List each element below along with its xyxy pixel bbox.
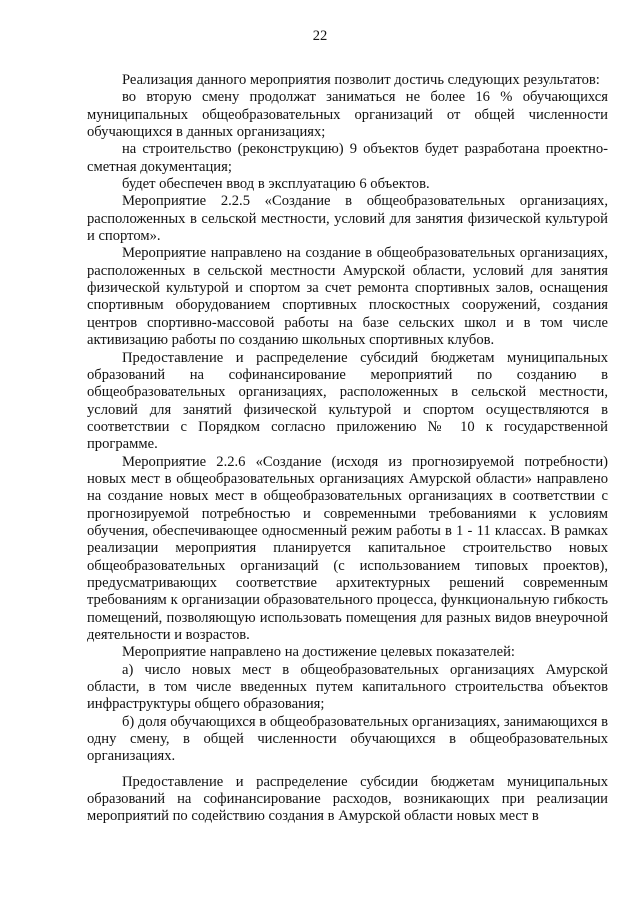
paragraph-results-intro: Реализация данного мероприятия позволит достичь следующих результатов: (122, 72, 600, 88)
paragraph-commissioning: будет обеспечен ввод в эксплуатацию 6 объектов. (122, 176, 430, 193)
paragraph-indicator-a: а) число новых мест в общеобразовательных организациях Амурской области, в том числе введенных путем капитального строительства объектов инфраструктуры общего образования; (87, 661, 608, 713)
paragraph-indicator-b: б) доля обучающихся в общеобразовательных организациях, занимающихся в одну смену, в общей численности обучающихся в общеобразовательных организациях. (87, 713, 608, 765)
document-body (87, 72, 608, 826)
paragraph-design-documentation: на строительство (реконструкцию) 9 объектов будет разработана проектно-сметная документация; (87, 141, 608, 175)
paragraph-target-indicators: Мероприятие направлено на достижение целевых показателей: (122, 644, 515, 661)
page-number: 22 (312, 28, 328, 44)
paragraph-subsidies-2-2-5: Предоставление и распределение субсидий бюджетам муниципальных образований на софинансирование мероприятий по созданию в общеобразовательных организациях, расположенных в сельской местности, условий для занятий физической культурой и спортом осуществляются в соответствии с Порядком согласно приложению № 10 к государственной программе. (87, 349, 608, 453)
paragraph-measure-2-2-5-title: Мероприятие 2.2.5 «Создание в общеобразовательных организациях, расположенных в сельской местности, условий для занятия физической культурой и спортом». (87, 193, 608, 245)
paragraph-second-shift: во вторую смену продолжат заниматься не более 16 % обучающихся муниципальных общеобразовательных организаций от общей численности обучающихся в данных организациях; (87, 89, 608, 141)
paragraph-subsidies-2-2-6: Предоставление и распределение субсидии бюджетам муниципальных образований на софинансирование расходов, возникающих при реализации мероприятий по содействию создания в Амурской области новых мест в (87, 773, 608, 825)
paragraph-measure-2-2-5-description: Мероприятие направлено на создание в общеобразовательных организациях, расположенных в сельской местности Амурской области, условий для занятия физической культурой и спортом за счет ремонта спортивных залов, оснащения спортивным оборудованием спортивных плоскостных сооружений, создания центров спортивно-массовой работы на базе сельских школ и в том числе активизацию работы по созданию школьных спортивных клубов. (87, 245, 608, 349)
paragraph-measure-2-2-6: Мероприятие 2.2.6 «Создание (исходя из прогнозируемой потребности) новых мест в общеобразовательных организациях Амурской области» направлено на создание новых мест в общеобразовательных организациях в соответствии с прогнозируемой потребностью и современными требованиями к условиям обучения, обеспечивающее односменный режим работы в 1 - 11 классах. В рамках реализации мероприятия планируется капитальное строительство новых общеобразовательных организаций (с использованием типовых проектов), предусматривающих соответствие архитектурных решений современным требованиям к организации образовательного процесса, функциональную гибкость помещений, позволяющую использовать помещения для разных видов внеурочной деятельности и возрастов. (87, 453, 608, 643)
